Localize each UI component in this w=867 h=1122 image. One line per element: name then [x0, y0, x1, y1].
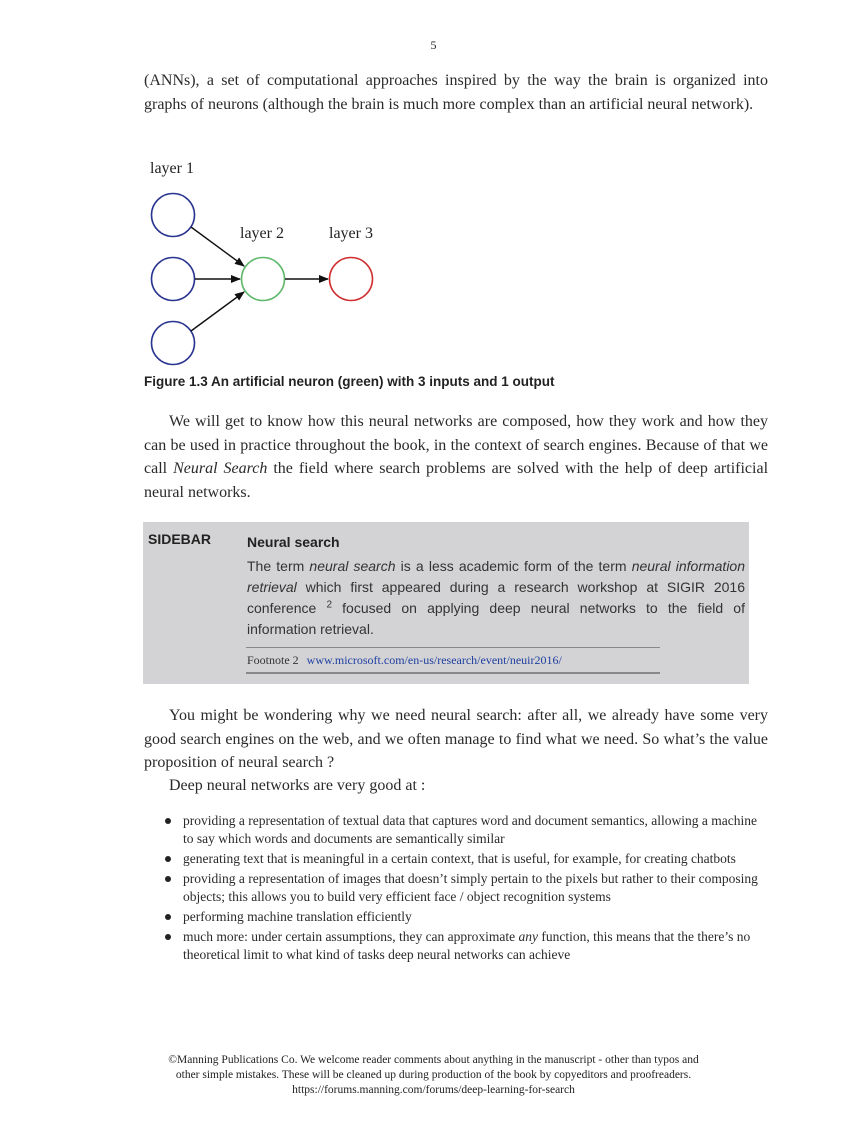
edge-input1-hidden: [191, 227, 244, 266]
capabilities-list: [160, 812, 760, 966]
output-neuron: [330, 258, 373, 301]
bullet-icon: [165, 856, 171, 862]
input-neuron-1: [152, 194, 195, 237]
footnote-marker[interactable]: 2: [326, 599, 332, 611]
neural-search-term: Neural Search: [173, 460, 268, 477]
footnote-label: Footnote 2: [247, 653, 299, 667]
page-number: 5: [430, 38, 437, 52]
bullet-icon: [165, 934, 171, 940]
list-item: providing a representation of textual data that captures word and document semantics, allowing a machine to say which words and documents are semantically similar: [160, 812, 760, 848]
layer-2-label: layer 2: [240, 225, 284, 242]
footnote-divider-bottom: [246, 672, 660, 674]
sidebar-title: Neural search: [247, 534, 340, 550]
footnote-divider-top: [246, 647, 660, 648]
footer-forum-link[interactable]: https://forums.manning.com/forums/deep-learning-for-search: [292, 1084, 575, 1096]
bullet-icon: [165, 818, 171, 824]
footnote: [247, 653, 562, 668]
neural-network-figure: [140, 180, 400, 375]
sidebar-tag: SIDEBAR: [148, 531, 212, 547]
input-neuron-2: [152, 258, 195, 301]
paragraph-very-good-at: Deep neural networks are very good at :: [169, 777, 426, 794]
paragraph-value-proposition: You might be wondering why we need neural search: after all, we already have some very good search engines on the web, and we often manage to find what we need. So what’s the value proposition of neural search ?: [144, 707, 768, 771]
bullet-icon: [165, 914, 171, 920]
hidden-neuron: [242, 258, 285, 301]
edge-input3-hidden: [191, 292, 244, 331]
footer-copyright: ©Manning Publications Co. We welcome reader comments about anything in the manuscript - other than typos and: [168, 1054, 699, 1066]
layer-1-label: layer 1: [150, 160, 194, 177]
input-neuron-3: [152, 322, 195, 365]
list-item: providing a representation of images that doesn’t simply pertain to the pixels but rather to their composing objects; this allows you to build very efficient face / object recognition systems: [160, 870, 760, 906]
sidebar-body: The term neural search is a less academic form of the term neural information retrieval which first appeared during a research workshop at SIGIR 2016 conference $^2$ focused on applying deep neural networks to the field of information retrieval.: [247, 558, 746, 637]
bullet-icon: [165, 876, 171, 882]
footnote-link[interactable]: www.microsoft.com/en-us/research/event/neuir2016/: [306, 653, 562, 667]
layer-3-label: layer 3: [329, 225, 373, 242]
paragraph-neural-search: We will get to know how this neural networks are composed, how they work and how they can be used in practice throughout the book, in the context of search engines. Because of that we call Neural Search the field where search problems are solved with the help of deep artificial neural networks.: [144, 413, 769, 501]
figure-caption: Figure 1.3 An artificial neuron (green) with 3 inputs and 1 output: [144, 374, 555, 389]
list-item: generating text that is meaningful in a certain context, that is useful, for example, for creating chatbots: [160, 850, 760, 868]
list-item: much more: under certain assumptions, they can approximate any function, this means that the there’s no theoretical limit to what kind of tasks deep neural networks can achieve: [160, 928, 760, 964]
list-item: performing machine translation efficiently: [160, 908, 760, 926]
intro-paragraph: (ANNs), a set of computational approaches inspired by the way the brain is organized into graphs of neurons (although the brain is much more complex than an artificial neural network).: [144, 72, 768, 113]
page-footer: [0, 1053, 867, 1098]
footer-note: other simple mistakes. These will be cleaned up during production of the book by copyeditors and proofreaders.: [175, 1069, 692, 1081]
